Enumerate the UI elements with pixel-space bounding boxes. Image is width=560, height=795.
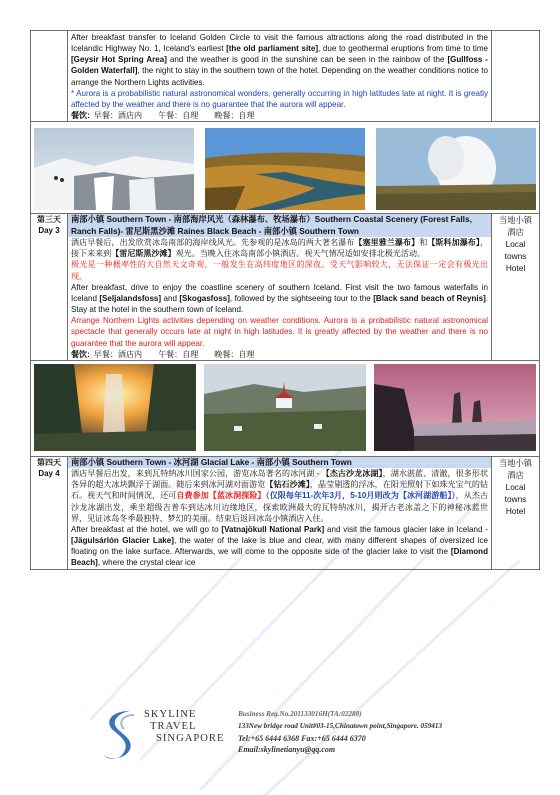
skogafoss-en: [Skogasfoss]: [179, 293, 230, 303]
ice-cave-season-note: （仅限每年11-次年3月，5-10月则改为【冰河湖游船】）: [265, 491, 456, 501]
snowy-waterfall-photo: [34, 128, 194, 210]
day3-row: [31, 214, 540, 361]
geyser-photo: [376, 128, 536, 210]
day3-en-text: , followed by the sightseeing tour to the: [229, 293, 374, 303]
logo-line: SINGAPORE: [156, 733, 225, 744]
skyline-logo-icon: [100, 705, 140, 765]
day3-cn-text: 酒店早餐后，出发欣赏冰岛南部的海岸线风光。先参观的是冰岛的两大著名瀑布: [71, 238, 355, 248]
black-beach-cn: 【雷尼斯黑沙滩】: [111, 249, 176, 259]
day3-meals: [71, 349, 488, 360]
day4-en-text: and visit the famous glacier lake in Iceland -: [324, 524, 488, 534]
breakfast: 早餐：酒店内: [93, 111, 143, 121]
day4-label-en: Day 4: [38, 468, 60, 478]
seljalandsfoss-cn: 【塞里雅兰瀑布】: [354, 238, 420, 248]
day3-en-text: . Stay at the hotel in the southern town of Iceland.: [71, 293, 488, 315]
hotel-line: towns: [504, 493, 527, 504]
rift-valley-photo: [205, 128, 365, 210]
day4-label: [31, 456, 68, 569]
day4-en-text: , where the crystal clear ice: [97, 558, 196, 568]
day3-hotel: [492, 214, 540, 361]
day4-content-cell: [68, 456, 492, 569]
day4-label-cn: 第四天: [37, 457, 61, 467]
logo-wordmark: [144, 709, 224, 745]
aurora-note: * Aurora is a probabilistic natural astronomical wonders, generally occurring in high latitudes late at night. It is greatly affected by the weather and there is no guarantee that the aurora will appear.: [71, 88, 488, 109]
hotel-line: towns: [504, 251, 527, 262]
day3-en-text: After breakfast, drive to enjoy the coastline scenery of southern Iceland. First visit the two famous waterfalls in Iceland: [71, 282, 488, 303]
day3-route-header: 南部小镇 Southern Town - 南部海岸风光（森林瀑布、牧场瀑布）Southern Coastal Scenery (Forest Falls, Ranch Falls)- 雷尼斯黑沙滩 Raines Black Beach - 南部小镇 Southern Town: [68, 214, 491, 237]
hotel-line: 酒店: [507, 227, 524, 238]
day2-content-cell: [68, 31, 492, 122]
jokulsarlon-cn: 【杰古沙龙冰湖】: [321, 469, 383, 479]
lunch: 午餐：自理: [158, 111, 199, 121]
church-village-photo: [204, 364, 366, 451]
day3-cn-text: ，接下来来到: [71, 238, 489, 259]
old-parliament-site: [the old parliament site]: [226, 44, 319, 54]
hotel-line: 酒店: [507, 469, 524, 480]
day2-text: After breakfast transfer to Iceland Golden Circle to visit the famous attractions along the road distributed in the Icelandic Highway No. 1, Iceland's earliest: [71, 33, 488, 54]
breakfast: 早餐：酒店内: [93, 349, 143, 359]
hotel-line: 当地小镇: [498, 457, 533, 468]
email: Email:skylinetianyu@qq.com: [238, 745, 336, 755]
dinner: 晚餐：自理: [214, 111, 255, 121]
company-footer: [100, 705, 520, 785]
day3-cn-text: 观光。当晚入住冰岛南部小镇酒店。视天气情况适如安排北极光活动。: [175, 249, 426, 259]
dinner: 晚餐：自理: [214, 349, 255, 359]
day3-photo-row: [31, 122, 540, 214]
lunch: 午餐：自理: [158, 349, 199, 359]
vatnajokull-en: [Vatnajökull National Park]: [221, 524, 325, 534]
business-reg: Business Reg.No.201133016H(TA:02288): [238, 710, 362, 718]
day4-en-text: , the water of the lake is blue and clear, with many different shapes of oversized ice floating on the lake surface. Afterwards, we will come to the opposite side of the glacier lake to visit the: [71, 536, 488, 557]
itinerary-table: [30, 30, 540, 570]
company-details: [238, 709, 442, 756]
day3-label: [31, 214, 68, 361]
hotel-line: Local: [505, 239, 526, 250]
blue-ice-cave-optional: 自费参加【蓝冰洞探险】: [176, 491, 266, 501]
day3-label-cn: 第三天: [37, 215, 61, 225]
skogafoss-cn: 【斯科加瀑布】: [427, 238, 480, 248]
day4-row: [31, 456, 540, 569]
logo-line: SKYLINE: [144, 709, 197, 720]
day3-en-text: and: [161, 293, 180, 303]
hotel-line: Hotel: [505, 505, 526, 516]
day4-cn-text: ，晶莹剔透的浮冰，在阳光照射下如珠光宝气的钻石。视天气和时间情况，还可: [71, 480, 488, 501]
day2-text: , due to geothermal eruptions from time to time: [318, 44, 489, 54]
day2-hotel-cell: [492, 31, 540, 122]
day4-cn-text: ，从杰古沙龙冰湖出发，乘坐超级吉普车到达冰川边缘地区，探索欧洲最大的瓦特纳冰川，揭开古老冰盖之下的神秘冰蓝世界，见证冰岛冬季最独特、梦幻的美丽。结束后返回冰岛小镇酒店入住。: [71, 491, 489, 523]
meals-label: 餐饮:: [71, 111, 90, 121]
day2-label-cell: [31, 31, 68, 122]
address: 133New bridge road Unit#03-15,Chinatown point,Singapore. 059413: [238, 721, 443, 730]
day3-aurora-note-en: Arrange Northern Lights activities depending on weather conditions. Aurora is a probabilistic natural astronomical spectacle that generally occurs late at night in high latitudes. It is greatly affected by the weather and there is no guarantee that the aurora will appear.: [71, 316, 488, 348]
gullfoss-waterfall: [Gullfoss - Golden Waterfall]: [71, 55, 488, 76]
day4-en-text: After breakfast at the hotel, we will go to: [71, 524, 222, 534]
sea-stacks-photo: [374, 364, 536, 451]
day3-content-cell: [68, 214, 492, 361]
geysir-hot-spring: [Geysir Hot Spring Area]: [71, 55, 167, 65]
seljalandsfoss-en: [Seljalandsfoss]: [99, 293, 162, 303]
day3-cn-text: 和: [419, 238, 428, 248]
phone-fax: Tel:+65 6444 6368 Fax:+65 6444 6370: [238, 733, 366, 743]
jokulsarlon-en: [Jägulsárlón Glacier Lake]: [71, 536, 174, 546]
day4-hotel: [492, 456, 540, 569]
hotel-line: Local: [505, 481, 526, 492]
day4-photo-row: [31, 360, 540, 456]
day4-route-header: 南部小镇 Southern Town - 冰河湖 Glacial Lake - 南部小镇 Southern Town: [68, 457, 491, 469]
black-beach-en: [Black sand beach of Reynis]: [373, 293, 486, 303]
day3-aurora-note-cn: 极光是一种概率性的大自然天文奇观，一般发生在高纬度地区的深夜。受天气影响较大，无法保证一定会有极光出现。: [71, 260, 488, 281]
diamond-beach-cn: 【钻石沙滩】: [265, 480, 310, 490]
day4-cn-text: ，湖水湛蓝、清澈，很多形状各异的超大冰块飘浮于湖面。随后来到冰河湖对面游览: [71, 469, 489, 490]
sunset-waterfall-photo: [34, 364, 196, 451]
logo-line: TRAVEL: [150, 721, 197, 732]
diamond-beach-en: [Diamond Beach]: [71, 547, 488, 568]
hotel-line: Hotel: [505, 263, 526, 274]
day2-continued-row: [31, 31, 540, 122]
day2-text: and the weather is good in the sunshine can be seen in the rainbow of the: [166, 55, 448, 65]
hotel-line: 当地小镇: [498, 215, 533, 226]
day4-cn-text: 酒店早餐后出发，来到瓦特纳冰川国家公园，游览冰岛著名的冰河湖 -: [71, 469, 322, 479]
day2-meals: [71, 110, 488, 121]
meals-label: 餐饮:: [71, 349, 90, 359]
day3-label-en: Day 3: [38, 226, 60, 236]
day2-text: , the night to stay in the southern town of the hotel. Depending on the weather conditions notice to arrange the Northern Lights activities.: [71, 66, 488, 87]
